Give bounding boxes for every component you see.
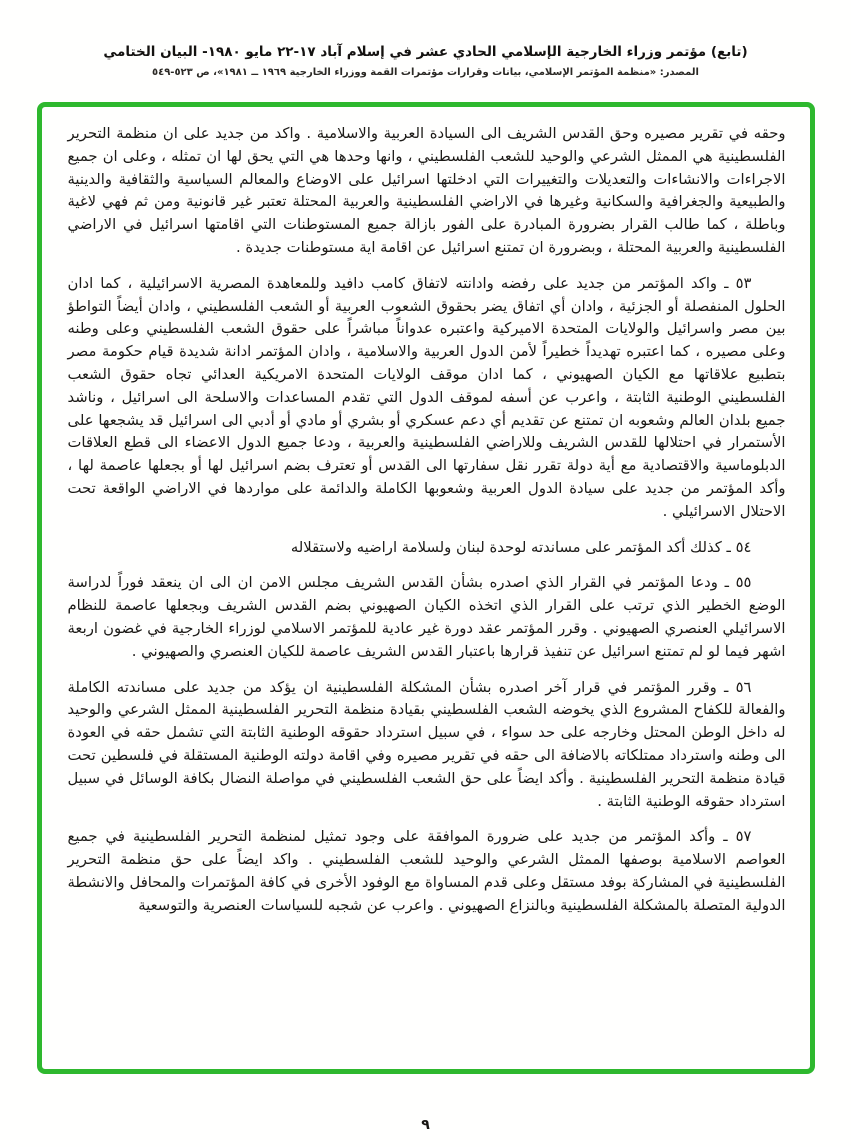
body-paragraph-56: ٥٦ ـ وقرر المؤتمر في قرار آخر اصدره بشأن المشكلة الفلسطينية ان يؤكد من جديد على مساندته الكاملة والفعالة للكفاح المشروع الذي يخوضه الشعب الفلسطيني بقيادة منظمة التحرير الفلسطينية الممثل الشرعي والوحيد له داخل الوطن المحتل وخارجه على حد سواء ، في سبيل استرداد حقوقه الوطنية الثابتة التي تشمل حقه في العودة الى وطنه واسترداد ممتلكاته بالاضافة الى حقه في تقرير مصيره وفي اقامة دولته الوطنية المستقلة في فلسطين تحت قيادة منظمة التحرير الفلسطينية . وأكد ايضاً على حق الشعب الفلسطيني في مواصلة النضال بكافة الوسائل في سبيل استرداد حقوقه الوطنية الثابتة . — [67, 678, 786, 810]
document-source-line: المصدر: «منظمة المؤتمر الإسلامي، بيانات وقرارات مؤتمرات القمة ووزراء الخارجية ١٩٦٩ ــ ١٩٨١»، ص ٥٢٣-٥٤٩ — [151, 67, 699, 78]
document-title: (تابع) مؤتمر وزراء الخارجية الإسلامي الحادي عشر في إسلام آباد ١٧-٢٢ مايو ١٩٨٠- البيان الختامي — [103, 44, 748, 60]
body-paragraph-54: ٥٤ ـ كذلك أكد المؤتمر على مساندته لوحدة لبنان ولسلامة اراضيه ولاستقلاله — [290, 538, 752, 556]
document-header — [0, 0, 851, 78]
body-paragraph-continuation: وحقه في تقرير مصيره وحق القدس الشريف الى السيادة العربية والاسلامية . واكد من جديد على ان منظمة التحرير الفلسطينية هي الممثل الشرعي والوحيد للشعب الفلسطيني ، وانها وحدها هي التي يحق لها ان تمثله ، وعلى ان جميع الاجراءات والانشاءات والتعديلات والتغييرات التي ادخلتها اسرائيل على الاوضاع والمعالم السياسية والثقافية والدينية والطبيعية والجغرافية والسكانية وغيرها في الاراضي الفلسطينية والعربية المحتلة تعتبر غير قانونية ومن ثم فهي لاغية وباطلة ، كما طالب القرار بضرورة المبادرة على الفور بازالة جميع المستوطنات التي اقامتها اسرائيل في الاراضي الفلسطينية والعربية المحتلة ، وبضرورة ان تمتنع اسرائيل عن اقامة اية مستوطنات جديدة . — [67, 125, 786, 256]
body-paragraph-53: ٥٣ ـ واكد المؤتمر من جديد على رفضه وادانته لاتفاق كامب دافيد وللمعاهدة المصرية الاسرائيلية ، كما ادان الحلول المنفصلة أو الجزئية ، وادان أي اتفاق يضر بحقوق الشعوب العربية أو الشعب الفلسطيني ، وادان أيضاً التواطؤ بين مصر واسرائيل والولايات المتحدة الاميركية واعتبره عدواناً مباشراً على حقوق الشعب الفلسطيني وعلى وطنه وعلى مصيره ، كما اعتبره تهديداً خطيراً لأمن الدول العربية والاسلامية ، وادان المؤتمر ادانة شديدة قيام حكومة مصر بتطبيع علاقاتها مع الكيان الصهيوني ، كما ادان موقف الولايات المتحدة الامريكية العدائي تجاه حقوق الشعب الفلسطيني الوطنية الثابتة ، واعرب عن أسفه لموقف الدول التي تقدم المساعدات والاسلحة الى اسرائيل ، وناشد جميع بلدان العالم وشعوبه ان تمتنع عن تقديم أي دعم عسكري أو بشري أو مادي أو أدبي الى اسرائيل قد يشجعها على الأستمرار في احتلالها للقدس الشريف وللاراضي الفلسطينية والعربية ، ودعا جميع الدول الاعضاء الى قطع العلاقات الدبلوماسية والاقتصادية مع أية دولة تقرر نقل سفارتها الى القدس أو تعترف بضم اسرائيل لها أو بجعلها عاصمة لها ، وأكد المؤتمر من جديد على سيادة الدول العربية وشعوبها الكاملة والدائمة على مواردها في الاراضي الواقعة تحت الاحتلال الاسرائيلي . — [67, 274, 786, 520]
body-paragraph-55: ٥٥ ـ ودعا المؤتمر في القرار الذي اصدره بشأن القدس الشريف مجلس الامن ان الى ان ينعقد فوراً لدراسة الوضع الخطير الذي ترتب على القرار الذي اتخذه الكيان الصهيوني بضم القدس الشريف وبجعلها عاصمة للنظام الاسرائيلي العنصري الصهيوني . وقرر المؤتمر عقد دورة غير عادية للمؤتمر الاسلامي لوزراء الخارجية في غضون اربعة اشهر فيما لو لم تمتنع اسرائيل عن تنفيذ قرارها باعتبار القدس الشريف عاصمة للكيان العنصري والصهيوني . — [67, 574, 786, 660]
green-highlight-border — [37, 102, 815, 1074]
page-number: ٩ — [421, 1117, 430, 1133]
document-body — [68, 123, 786, 918]
body-paragraph-57: ٥٧ ـ وأكد المؤتمر من جديد على ضرورة الموافقة على وجود تمثيل لمنظمة التحرير الفلسطينية في جميع العواصم الاسلامية بوصفها الممثل الشرعي والوحيد للشعب الفلسطيني . واكد ايضاً على حق منظمة التحرير الفلسطينية في المشاركة بوفد مستقل وعلى قدم المساواة مع الوفود الأخرى في كافة المؤتمرات والمحافل والانشطة الدولية المتصلة بالمشكلة الفلسطينية وبالنزاع الصهيوني . واعرب عن شجبه للسياسات العنصرية والتوسعية — [67, 828, 786, 914]
